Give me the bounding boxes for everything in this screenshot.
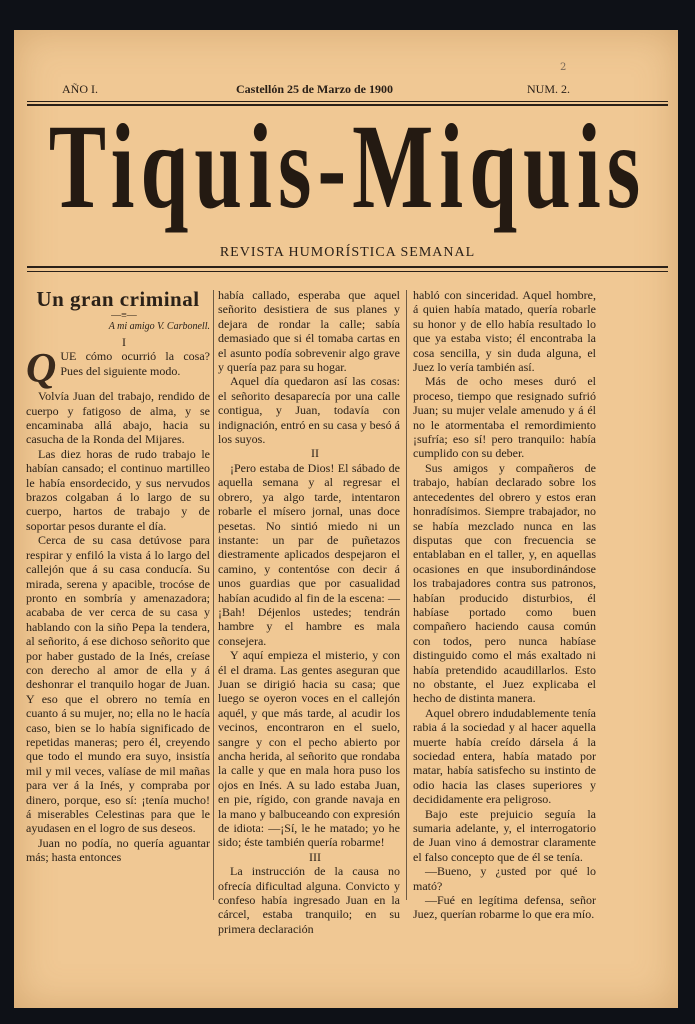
article-column-1 [26,288,210,865]
paragraph: Más de ocho meses duró el proceso, tiempo que resignado sufrió Juan; su mujer velale amenudo y á él no le atormentaba el remordimiento ¡sufría; eso sí! pero tranquilo: había cumplido con su deber. [413,374,596,461]
masthead-subtitle: REVISTA HUMORÍSTICA SEMANAL [219,245,476,260]
paragraph: habló con sinceridad. Aquel hombre, á quien había matado, quería robarle su honor y de ello había resultado lo que ya estaba visto; él encontraba la cosa sencilla, y sin duda alguna, el Juez lo vería también así. [413,288,596,375]
paragraph: Aquel día quedaron así las cosas: el señorito desaparecía por una calle contigua, y Juan, todavía con indignación, entró en su casa y besó á los suyos. [218,374,400,447]
masthead-title: Tiquis-Miquis [48,99,647,234]
paragraph-text: UE cómo ocurrió la cosa? Pues del siguiente modo. [60,349,210,378]
issue-year: AÑO I. [62,82,98,96]
section-number-3: III [309,849,321,864]
paragraph: había callado, esperaba que aquel señorito desistiera de sus planes y dejara de rondar la calle; sabía demasiado que si él tomaba cartas en el asunto podía sobrevenir algo grave y quería paz para su hogar. [218,288,400,375]
page-mark: 2 [560,62,567,73]
dedication: A mi amigo V. Carbonell. [108,321,210,333]
section-number-2: II [311,446,319,461]
section-number-1: I [122,334,126,349]
place-date: Castellón 25 de Marzo de 1900 [236,82,393,96]
paragraph: Aquel obrero indudablemente tenía rabia á la sociedad y al hacer aquella muerte había creído dársela á la sociedad entera, había matado por matar, había satisfecho su instinto de odio hacia las clases superiores y decididamente era peligroso. [413,705,596,807]
paragraph: Sus amigos y compañeros de trabajo, habían declarado sobre los antecedentes del obrero y estos eran honradísimos. Siempre trabajador, no se había mezclado nunca en las disputas que con frecuencia se entablaban en el taller, y, en aquellas ocasiones en que insubordinándose los trabajadores contra sus patronos, habían producido disturbios, él habíase portado como buen compañero haciendo causa común con todos, pero nunca habíase distinguido como el más exaltado ni había pretendido acaudillarlos. Esto no obstante, el Juez explicaba el hecho de distinta manera. [413,460,596,706]
article-column-2 [218,288,400,936]
paragraph: —Bueno, y ¿usted por qué lo mató? [413,864,596,893]
paragraph: Cerca de su casa detúvose para respirar y enfiló la vista á lo largo del callejón que á su casa conducía. Su mirada, serena y apacible, trocóse de pronto en sombría y amenazadora; acababa de ver cerca de su casa y hablando con la siño Pepa la tendera, al señorito, á ese dichoso señorito que por haber gustado de la Inés, creíase con derecho al amor de ella y á deshonrar el tranquilo hogar de Juan. Y eso que el obrero no temía en cuanto á su mujer, no; ella no le hacía caso, bien se lo había significado de repetidas maneras; pero él, creyendo que todo el mundo era suyo, insistía mil y mil veces, valíase de mil mañas para ver á la Inés, y compraba por dinero, porque, eso sí: ¡tenía mucho! á miserables Celestinas para que le ayudasen en el logro de sus deseos. [26,533,210,836]
dropcap-letter: Q [26,346,57,393]
issue-number: NUM. 2. [527,82,571,96]
title-ornament: —≡— [111,310,137,322]
column-divider-1 [213,290,214,900]
paragraph: —Fué en legítima defensa, señor Juez, querían robarme lo que era mío. [413,893,596,922]
paragraph: Las diez horas de rudo trabajo le habían cansado; el continuo martilleo le había ensordecido, y sus nervudos brazos colgaban á lo largo de su cuerpo, hartos de trabajo y de soportar pesos durante el día. [26,446,210,533]
article-column-3 [413,288,596,922]
paragraph: Volvía Juan del trabajo, rendido de cuerpo y fatigoso de alma, y se encaminaba allá abajo, hacia su casucha de la Ronda del Mijares. [26,389,210,447]
masthead-rule-bottom-thin [27,271,668,272]
paragraph: Y aquí empieza el misterio, y con él el drama. Las gentes aseguran que Juan se dirigió hacia su casa; que luego se oyeron voces en el callejón aquél, y que más tarde, al acudir los vecinos, encontraron en el suelo, sangre y con el pecho abierto por ancha herida, al señorito que rondaba la calle y que en mala hora puso los ojos en Inés. A su lado estaba Juan, en pie, rígido, con grande navaja en la mano y balbuceando con expresión de idiota: —¡Sí, le he matado; yo he sido; éste también quería robarme! [218,648,400,850]
article-title: Un gran criminal [36,287,200,311]
paragraph: ¡Pero estaba de Dios! El sábado de aquella semana y al regresar el obrero, ya algo tarde, intentaron robarle el mísero jornal, unas doce pesetas. No sintió miedo ni un instante: un par de puñetazos diestramente aplicados despejaron el camino, y contentóse con decir á unos guardias que por casualidad habían acudido al fin de la escena: —¡Bah! Déjenlos ustedes; tendrán hambre y el hambre es mala consejera. [218,460,400,648]
paragraph: La instrucción de la causa no ofrecía dificultad alguna. Convicto y confeso había ingresado Juan en la cárcel, estaba tranquilo; en su primera declaración [218,864,400,936]
column-divider-2 [406,290,407,900]
paragraph: Bajo este prejuicio seguía la sumaria adelante, y, el interrogatorio de Juan vino á demostrar claramente el falso concepto que de él se tenía. [413,806,596,864]
paragraph: Juan no podía, no quería aguantar más; hasta entonces [26,835,210,865]
masthead-rule-bottom [27,266,668,268]
paragraph-opening [26,346,210,393]
